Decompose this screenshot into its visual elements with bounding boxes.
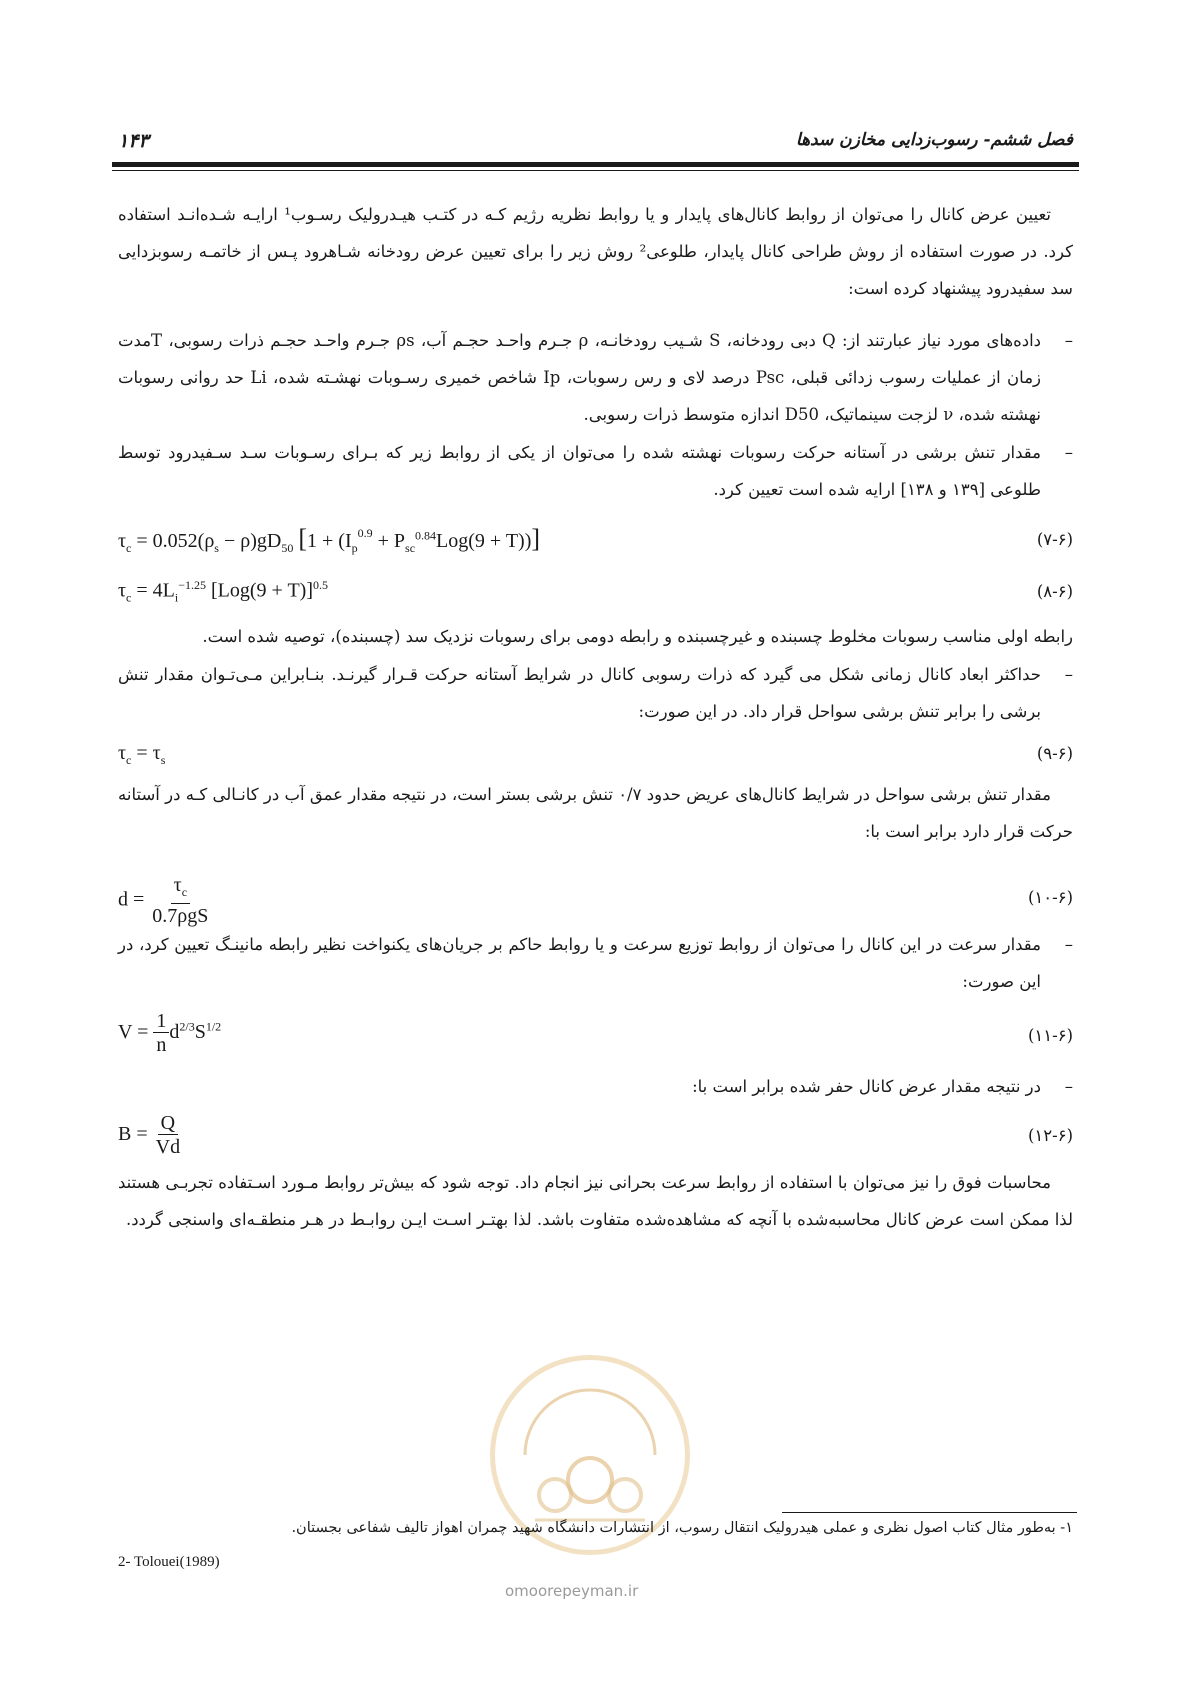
equation-number: (۱۰-۶) [1027,888,1073,907]
watermark-url: omoorepeyman.ir [505,1582,639,1600]
bullet-text: در نتیجه مقدار عرض کانال حفر شده برابر است با: [692,1077,1041,1096]
paragraph-relation-note: رابطه اولی مناسب رسوبات مخلوط چسبنده و غیرچسبنده و رابطه دومی برای رسوبات نزدیک سد (چسبنده)، توصیه شده است. [202,627,1073,646]
equation-number: (۱۲-۶) [1027,1126,1073,1145]
bullet-dash: – [1064,935,1073,954]
footnote-1: ۱- به‌طور مثال کتاب اصول نظری و عملی هیدرولیک انتقال رسوب، از انتشارات دانشگاه شهید چمران اهواز تالیف شفاعی بجستان. [291,1520,1073,1536]
bullet-text: حداکثر ابعاد کانال زمانی شکل می گیرد که ذرات رسوبی کانال در شرایط آستانه حرکت قـرار گیرنـد. بنـابراین مـی‌تـوان مقدار تنش برشی را برابر تنش برشی سواحل قرار داد. در این صورت: [118,665,1041,721]
page-number: ۱۴۳ [118,130,149,152]
equation-6-8: $\tau_c = 4L_i^{-1.25}$ $[Log(9 + T)]^{0.5}$ [118,578,328,605]
bullet-max-dimensions [118,656,1073,730]
equation-6-7: $\tau_c = 0.052(\rho_s - \rho)gD_{50}$ $[1 + (I_p^{0.9} + P_{sc}^{0.84}Log(9 + T))]$ [118,524,541,555]
equation-6-9: $\tau_c = \tau_s$ [118,742,166,767]
bullet-text: داده‌های مورد نیاز عبارتند از: Q دبی رودخانه، S شـیب رودخانـه، ρ جـرم واحـد حجـم آب، ρs جـرم واحـد حجـم ذرات رسوبی، Tمدت زمان از عملیات رسوب زدائی قبلی، Psc درصد لای و رس رسوبات، Ip شاخص خمیری رسـوبات نهشـته شده، Li حد روانی رسوبات نهشته شده، ν لزجت سینماتیک، D50 اندازه متوسط ذرات رسوبی. [118,331,1042,424]
bullet-dash: – [1064,1077,1073,1096]
bullet-text: مقدار سرعت در این کانال را می‌توان از روابط توزیع سرعت و یا روابط حاکم بر جریان‌های یکنواخت نظیر رابطه مانینـگ تعیین کرد، در این صورت: [118,935,1041,991]
bullet-dash: – [1064,665,1073,684]
equation-number: (۱۱-۶) [1027,1026,1073,1045]
bullet-dash: – [1064,443,1073,462]
footnote-rule [782,1512,1077,1513]
paragraph-intro: تعیین عرض کانال را می‌توان از روابط کانال‌های پایدار و یا روابط نظریه رژیم کـه در کتـب هیـدرولیک رسـوب¹ ارایـه شـده‌انـد استفاده کرد. در صورت استفاده از روش طراحی کانال پایدار، طلوعی² روش زیر را برای تعیین عرض رودخانه شـاهرود پـس از خاتمـه رسوبزدایی سد سفیدرود پیشنهاد کرده است: [118,205,1073,298]
equation-6-10: d = $\frac{\tau_c}{\text{0.7ρgS}}$ [118,874,209,927]
bullet-required-data [118,322,1073,433]
equation-number: (۷-۶) [1036,530,1073,549]
header-rule-thin [112,170,1079,171]
paragraph-bank-shear: مقدار تنش برشی سواحل در شرایط کانال‌های عریض حدود ۰/۷ تنش برشی بستر است، در نتیجه مقدار عمق آب در کانـالی کـه در آستانه حرکت قرار دارد برابر است با: [118,785,1073,841]
equation-6-12: B = $\frac{Q}{Vd}$ [118,1112,181,1158]
chapter-title: فصل ششم- رسوب‌زدایی مخازن سدها [795,130,1073,150]
footnote-2: 2- Tolouei(1989) [118,1554,220,1570]
bullet-velocity [118,926,1073,1000]
paragraph-conclusion: محاسبات فوق را نیز می‌توان با استفاده از روابط سرعت بحرانی نیز انجام داد. توجه شود که بیش‌تر روابط مـورد اسـتفاده تجربـی هستند لذا ممکن است عرض کانال محاسبه‌شده با آنچه که مشاهده‌شده متفاوت باشد. لذا بهتـر اسـت ایـن روابـط در هـر منطقـه‌ای واسنجی گردد. [118,1173,1073,1229]
bullet-dash: – [1064,331,1073,350]
header-rule-thick [112,162,1079,167]
equation-number: (۸-۶) [1036,582,1073,601]
equation-6-11: V = $\frac{1}{n}$ $d^{2/3}S^{1/2}$ [118,1010,222,1056]
bullet-text: مقدار تنش برشی در آستانه حرکت رسوبات نهشته شده را می‌توان از یکی از روابط زیر که بـرای رسـوبات سـد سـفیدرود توسط طلوعی [۱۳۹ و ۱۳۸] ارایه شده است تعیین کرد. [118,443,1041,499]
equation-number: (۹-۶) [1036,744,1073,763]
bullet-channel-width [118,1068,1073,1105]
bullet-shear-stress [118,434,1073,508]
